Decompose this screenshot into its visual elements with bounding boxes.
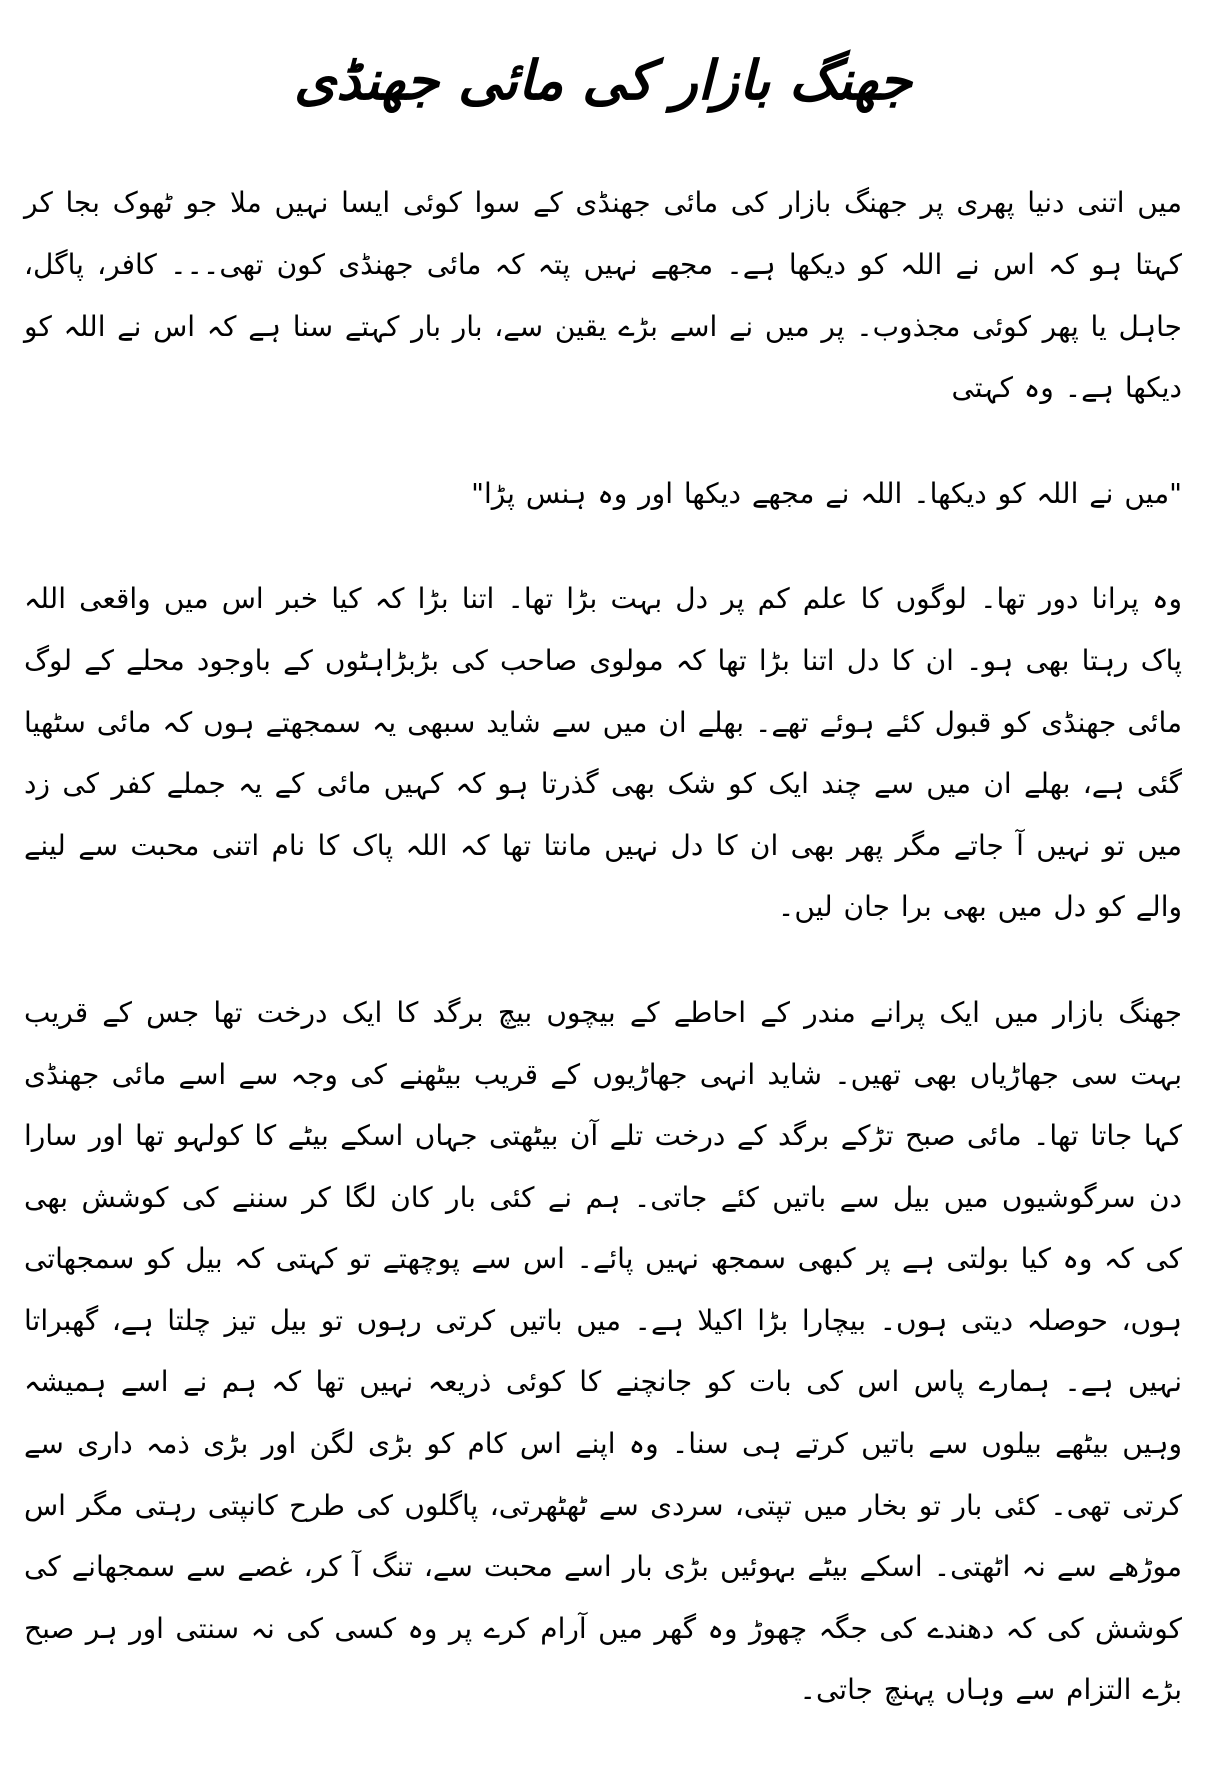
paragraph-intro: میں اتنی دنیا پھری پر جھنگ بازار کی مائی جھنڈی کے سوا کوئی ایسا نہیں ملا جو ٹھوک بجا کر کہتا ہو کہ اس نے اللہ کو دیکھا ہے۔ مجھے نہیں پتہ کہ مائی جھنڈی کون تھی۔۔۔ کافر، پاگل، جاہل یا پھر کوئی مجذوب۔ پر میں نے اسے بڑے یقین سے، بار بار کہتے سنا ہے کہ اس نے اللہ کو دیکھا ہے۔ وہ کہتی xyxy=(24,186,1182,405)
paragraph-banyan-tree: جھنگ بازار میں ایک پرانے مندر کے احاطے کے بیچوں بیچ برگد کا ایک درخت تھا جس کے قریب بہت سی جھاڑیاں بھی تھیں۔ شاید انہی جھاڑیوں کے قریب بیٹھنے کی وجہ سے اسے مائی جھنڈی کہا جاتا تھا۔ مائی صبح تڑکے برگد کے درخت تلے آن بیٹھتی جہاں اسکے بیٹے کا کولہو تھا اور سارا دن سرگوشیوں میں بیل سے باتیں کئے جاتی۔ ہم نے کئی بار کان لگا کر سننے کی کوشش بھی کی کہ وہ کیا بولتی ہے پر کبھی سمجھ نہیں پائے۔ اس سے پوچھتے تو کہتی کہ بیل کو سمجھاتی ہوں، حوصلہ دیتی ہوں۔ بیچارا بڑا اکیلا ہے۔ میں باتیں کرتی رہوں تو بیل تیز چلتا ہے، گھبراتا نہیں ہے۔ ہمارے پاس اس کی بات کو جانچنے کا کوئی ذریعہ نہیں تھا کہ ہم نے اسے ہمیشہ وہیں بیٹھے بیلوں سے باتیں کرتے ہی سنا۔ وہ اپنے اس کام کو بڑی لگن اور بڑی ذمہ داری سے کرتی تھی۔ کئی بار تو بخار میں تپتی، سردی سے ٹھٹھرتی، پاگلوں کی طرح کانپتی رہتی مگر اس موڑھے سے نہ اٹھتی۔ اسکے بیٹے بہوئیں بڑی بار اسے محبت سے، تنگ آ کر، غصے سے سمجھانے کی کوشش کی کہ دھندے کی جگہ چھوڑ وہ گھر میں آرام کرے پر وہ کسی کی نہ سنتی اور ہر صبح بڑے التزام سے وہاں پہنچ جاتی۔ xyxy=(24,995,1182,1707)
paragraph-old-times: وہ پرانا دور تھا۔ لوگوں کا علم کم پر دل بہت بڑا تھا۔ اتنا بڑا کہ کیا خبر اس میں واقعی اللہ پاک رہتا بھی ہو۔ ان کا دل اتنا بڑا تھا کہ مولوی صاحب کی بڑبڑاہٹوں کے باوجود محلے کے لوگ مائی جھنڈی کو قبول کئے ہوئے تھے۔ بھلے ان میں سے شاید سبھی یہ سمجھتے ہوں کہ مائی سٹھیا گئی ہے، بھلے ان میں سے چند ایک کو شک بھی گذرتا ہو کہ کہیں مائی کے یہ جملے کفر کی زد میں تو نہیں آ جاتے مگر پھر بھی ان کا دل نہیں مانتا تھا کہ اللہ پاک کا نام اتنی محبت سے لینے والے کو دل میں بھی برا جان لیں۔ xyxy=(24,582,1182,924)
document-body xyxy=(24,172,1182,1721)
paragraph-quote: "میں نے اللہ کو دیکھا۔ اللہ نے مجھے دیکھا اور وہ ہنس پڑا" xyxy=(471,476,1182,510)
page-title: جھنگ بازار کی مائی جھنڈی xyxy=(293,49,913,112)
